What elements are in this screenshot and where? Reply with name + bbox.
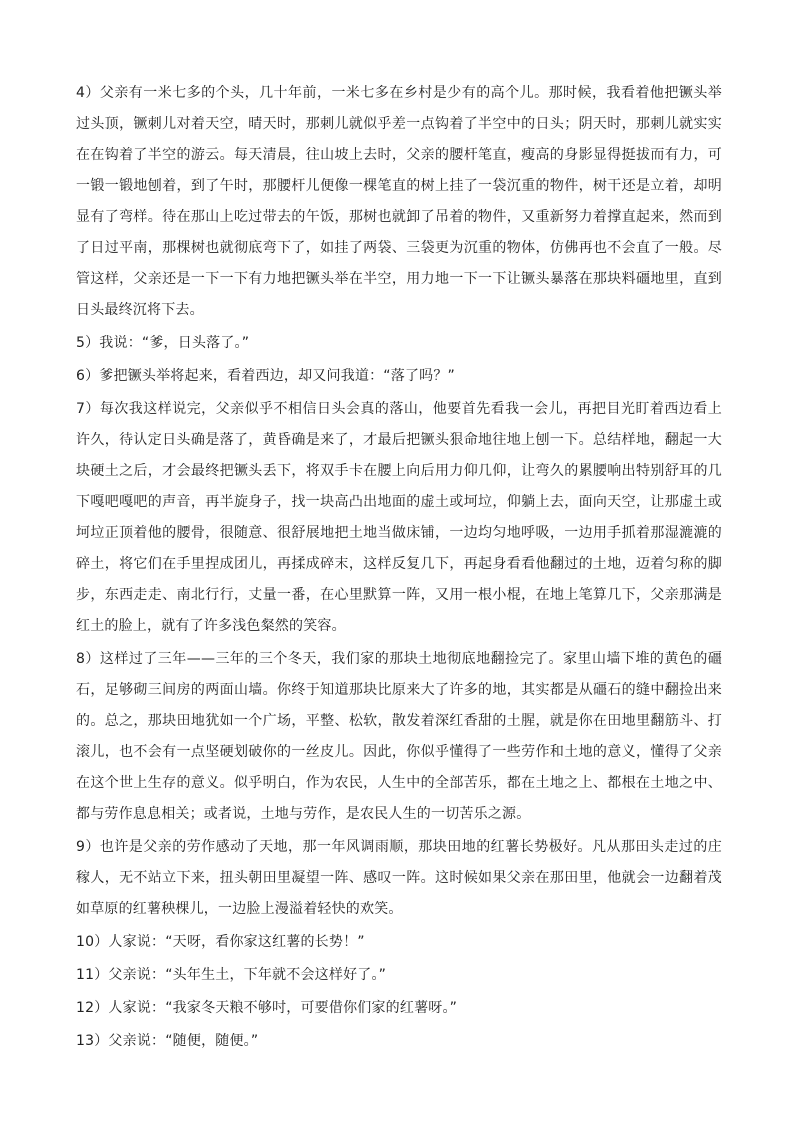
paragraph-5: 5）我说：“爹，日头落了。” [76, 335, 250, 351]
paragraph-12: 12）人家说：“我家冬天粮不够吋，可要借你们家的红薯呀。” [76, 1000, 458, 1016]
paragraph-10: 10）人家说：“天呀，看你家这红薯的长势！” [76, 934, 365, 950]
paragraph-7: 7）每次我这样说完，父亲似乎不相信日头会真的落山，他要首先看我一会儿，再把目光盯着西边看上许久，待认定日头确是落了，黄昏确是来了，才最后把镢头狠命地往地上刨一下。总结样地，翻起一大块硬土之后，才会最终把镢头丢下，将双手卡在腰上向后用力仰几仰，让弯久的累腰响出特别舒耳的几下嘎吧嘎吧的声音，再半旋身子，找一块高凸出地面的虚土或坷垃，仰躺上去，面向天空，让那虚土或坷垃正顶着他的腰骨，很随意、很舒展地把土地当做床铺，一边均匀地呼吸，一边用手抓着那湿漉漉的碎土，将它们在手里捏成团儿，再揉成碎末，这样反复几下，再起身看看他翻过的土地，迈着匀称的脚步，东西走走、南北行行，丈量一番，在心里默算一阵，又用一根小棍，在地上笔算几下，父亲那满是红土的脸上，就有了许多浅色粲然的笑容。 [76, 401, 722, 634]
paragraph-9: 9）也许是父亲的劳作感动了天地，那一年风调雨顺，那块田地的红薯长势极好。凡从那田头走过的庄稼人，无不站立下来，扭头朝田里凝望一阵、感叹一阵。这时候如果父亲在那田里，他就会一边翻着茂如草原的红薯秧棵儿，一边脸上漫溢着轻快的欢笑。 [76, 839, 722, 917]
paragraph-8: 8）这样过了三年——三年的三个冬天，我们家的那块土地彻底地翻捡完了。家里山墙下堆的黄色的礓石，足够砌三间房的两面山墙。你终于知道那块比原来大了许多的地，其实都是从礓石的缝中翻捡出来的。总之，那块田地犹如一个广场，平整、松软，散发着深红香甜的土腥，就是你在田地里翻筋斗、打滚儿，也不会有一点坚硬划破你的一丝皮儿。因此，你似乎懂得了一些劳作和土地的意义，懂得了父亲在这个世上生存的意义。似乎明白，作为农民，人生中的全部苦乐，都在土地之上、都根在土地之中、都与劳作息息相关；或者说，土地与劳作，是农民人生的一切苦乐之源。 [76, 651, 722, 822]
paragraph-6: 6）爹把镢头举将起来，看着西边，却又问我道：“落了吗？” [76, 368, 456, 384]
article-body [76, 78, 722, 1059]
paragraph-13: 13）父亲说：“随便，随便。” [76, 1033, 259, 1049]
paragraph-11: 11）父亲说：“头年生土，下年就不会这样好了。” [76, 967, 387, 983]
paragraph-4: 4）父亲有一米七多的个头，几十年前，一米七多在乡村是少有的高个儿。那时候，我看着他把镢头举过头顶，镢刺儿对着天空，晴天时，那刺儿就似乎差一点钩着了半空中的日头；阴天时，那刺儿就实实在在钩着了半空的游云。每天清晨，往山坡上去时，父亲的腰杆笔直，瘦高的身影显得挺拔而有力，可一锻一锻地刨着，到了午时，那腰杆儿便像一棵笔直的树上挂了一袋沉重的物件，树干还是立着，却明显有了弯样。待在那山上吃过带去的午饭，那树也就卸了吊着的物件，又重新努力着撑直起来，然而到了日过平南，那棵树也就彻底弯下了，如挂了两袋、三袋更为沉重的物体，仿佛再也不会直了一般。尽管这样，父亲还是一下一下有力地把镢头举在半空，用力地一下一下让镢头暴落在那块料礓地里，直到日头最终沉将下去。 [76, 85, 722, 318]
